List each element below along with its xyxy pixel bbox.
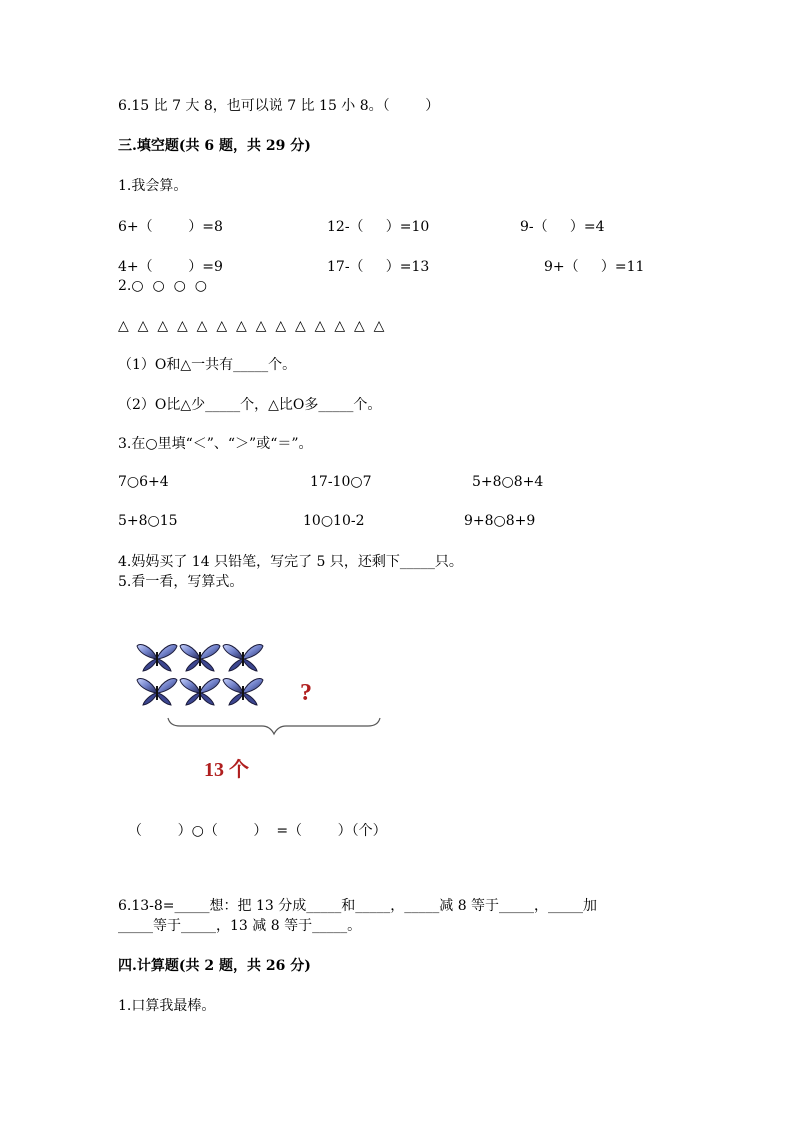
calc-item: 12-（ ）=10 [327, 219, 430, 235]
problem-5-title: 5.看一看，写算式。 [118, 574, 244, 590]
compare-item: 5+8○15 [118, 513, 178, 529]
calc-item: 9+（ ）=11 [544, 259, 645, 275]
compare-item: 7○6+4 [118, 474, 169, 490]
problem-1-title: 1.我会算。 [118, 178, 188, 194]
problem-3-title: 3.在○里填“＜”、“＞”或“＝”。 [118, 436, 313, 452]
compare-item: 17-10○7 [310, 474, 372, 490]
problem-2-triangles: △ △ △ △ △ △ △ △ △ △ △ △ △ △ [118, 318, 385, 334]
problem-5-equation: （ ）○（ ） =（ ）（个） [128, 823, 387, 839]
previous-question-6: 6.15 比 7 大 8，也可以说 7 比 15 小 8。（ ） [118, 98, 440, 114]
butterfly-icon [179, 676, 221, 706]
compare-item: 10○10-2 [303, 513, 365, 529]
section-3-title: 三.填空题(共 6 题，共 29 分) [118, 138, 311, 154]
butterfly-icon [179, 642, 221, 672]
curly-brace-icon [166, 716, 382, 738]
problem-6-line-2: _____等于_____，13 减 8 等于_____。 [118, 918, 362, 934]
problem-6-line-1: 6.13-8=_____想：把 13 分成_____和_____，_____减 8 等于_____，_____加 [118, 898, 598, 914]
calc-item: 17-（ ）=13 [327, 259, 430, 275]
compare-item: 9+8○8+9 [464, 513, 536, 529]
section-4-problem-1: 1.口算我最棒。 [118, 998, 216, 1014]
total-count-label: 13 个 [204, 759, 249, 781]
butterfly-icon [136, 676, 178, 706]
calc-item: 9-（ ）=4 [520, 219, 605, 235]
calc-item: 4+（ ）=9 [118, 259, 223, 275]
problem-2-sub-2: （2）O比△少_____个，△比O多_____个。 [118, 397, 382, 413]
compare-item: 5+8○8+4 [472, 474, 544, 490]
butterfly-icon [136, 642, 178, 672]
butterfly-icon [222, 642, 264, 672]
calc-item: 6+（ ）=8 [118, 219, 223, 235]
butterfly-icon [222, 676, 264, 706]
section-4-title: 四.计算题(共 2 题，共 26 分) [118, 958, 311, 974]
problem-2-circles: 2.○ ○ ○ ○ [118, 278, 207, 294]
problem-4: 4.妈妈买了 14 只铅笔，写完了 5 只，还剩下_____只。 [118, 554, 463, 570]
question-mark: ? [300, 680, 312, 706]
problem-2-sub-1: （1）O和△一共有_____个。 [118, 357, 297, 373]
